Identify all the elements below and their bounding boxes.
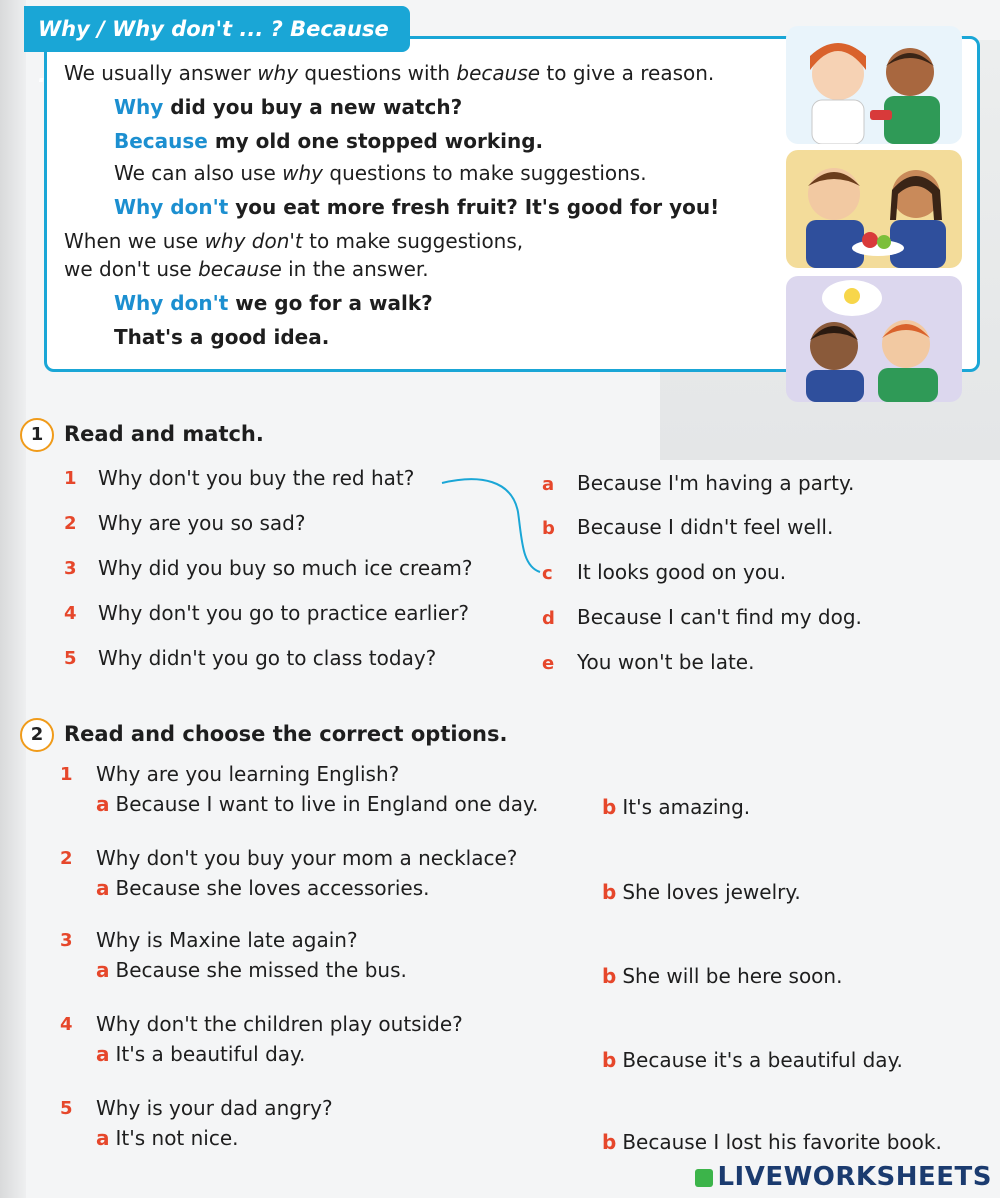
ex2-q1-option-b[interactable]: b It's amazing. xyxy=(602,795,751,819)
ex2-q4-option-b[interactable]: b Because it's a beautiful day. xyxy=(602,1048,903,1072)
ex1-e-letter: e xyxy=(542,653,555,674)
ex2-q2-text: Why don't you buy your mom a necklace? xyxy=(96,846,518,870)
liveworksheets-logo: LIVEWORKSHEETS xyxy=(695,1162,992,1192)
example-3-question: Why don't we go for a walk? xyxy=(114,291,433,315)
ex1-q5-text: Why didn't you go to class today? xyxy=(98,646,437,670)
ex1-q1-number: 1 xyxy=(64,468,77,489)
ex2-q3-number: 3 xyxy=(60,930,73,951)
ex2-q3-option-a[interactable]: a Because she missed the bus. xyxy=(96,958,407,982)
grammar-title: Why / Why don't ... ? Because ... xyxy=(24,6,410,52)
ex2-q5-option-a[interactable]: a It's not nice. xyxy=(96,1126,239,1150)
ex1-b-letter: b xyxy=(542,518,555,539)
exercise-1-number: 1 xyxy=(20,418,54,452)
exercise-2-number: 2 xyxy=(20,718,54,752)
ex1-a-letter: a xyxy=(542,474,555,495)
ex1-b-text: Because I didn't feel well. xyxy=(577,515,834,539)
ex1-q3-number: 3 xyxy=(64,558,77,579)
ex1-q2-text: Why are you so sad? xyxy=(98,511,306,535)
ex1-a-text: Because I'm having a party. xyxy=(577,471,855,495)
grammar-note-3-line-2: we don't use because in the answer. xyxy=(64,257,429,281)
ex1-d-letter: d xyxy=(542,608,555,629)
ex1-e-text: You won't be late. xyxy=(577,650,755,674)
illustration-idea-kids xyxy=(786,276,962,402)
exercise-2-heading: Read and choose the correct options. xyxy=(64,722,508,746)
match-line-example xyxy=(440,474,544,580)
grammar-intro: We usually answer why questions with because to give a reason. xyxy=(64,61,715,85)
ex1-q3-text: Why did you buy so much ice cream? xyxy=(98,556,473,580)
ex2-q1-option-a[interactable]: a Because I want to live in England one day. xyxy=(96,792,539,816)
ex2-q4-number: 4 xyxy=(60,1014,73,1035)
page-binding-shadow xyxy=(0,0,26,1198)
ex2-q2-number: 2 xyxy=(60,848,73,869)
liveworksheets-logo-icon xyxy=(695,1169,713,1187)
ex1-c-letter: c xyxy=(542,563,553,584)
ex2-q4-text: Why don't the children play outside? xyxy=(96,1012,463,1036)
ex1-q5-number: 5 xyxy=(64,648,77,669)
ex1-q4-text: Why don't you go to practice earlier? xyxy=(98,601,470,625)
example-1-answer: Because my old one stopped working. xyxy=(114,129,544,153)
ex1-q2-number: 2 xyxy=(64,513,77,534)
ex2-q5-number: 5 xyxy=(60,1098,73,1119)
ex2-q3-text: Why is Maxine late again? xyxy=(96,928,358,952)
ex2-q1-text: Why are you learning English? xyxy=(96,762,400,786)
ex2-q1-number: 1 xyxy=(60,764,73,785)
ex2-q5-option-b[interactable]: b Because I lost his favorite book. xyxy=(602,1130,942,1154)
ex1-d-text: Because I can't find my dog. xyxy=(577,605,862,629)
ex2-q4-option-a[interactable]: a It's a beautiful day. xyxy=(96,1042,306,1066)
ex2-q2-option-b[interactable]: b She loves jewelry. xyxy=(602,880,801,904)
illustration-fruit-kids xyxy=(786,150,962,268)
ex1-q4-number: 4 xyxy=(64,603,77,624)
exercise-1-heading: Read and match. xyxy=(64,422,264,446)
ex1-c-text: It looks good on you. xyxy=(577,560,787,584)
ex2-q2-option-a[interactable]: a Because she loves accessories. xyxy=(96,876,430,900)
grammar-note-3-line-1: When we use why don't to make suggestions, xyxy=(64,229,524,253)
ex2-q5-text: Why is your dad angry? xyxy=(96,1096,333,1120)
ex2-q3-option-b[interactable]: b She will be here soon. xyxy=(602,964,843,988)
example-2: Why don't you eat more fresh fruit? It's good for you! xyxy=(114,195,720,219)
example-1-question: Why did you buy a new watch? xyxy=(114,95,463,119)
ex1-q1-text: Why don't you buy the red hat? xyxy=(98,466,415,490)
grammar-note-2: We can also use why questions to make suggestions. xyxy=(114,161,647,185)
illustration-watch-kids xyxy=(786,26,962,144)
example-3-answer: That's a good idea. xyxy=(114,325,330,349)
